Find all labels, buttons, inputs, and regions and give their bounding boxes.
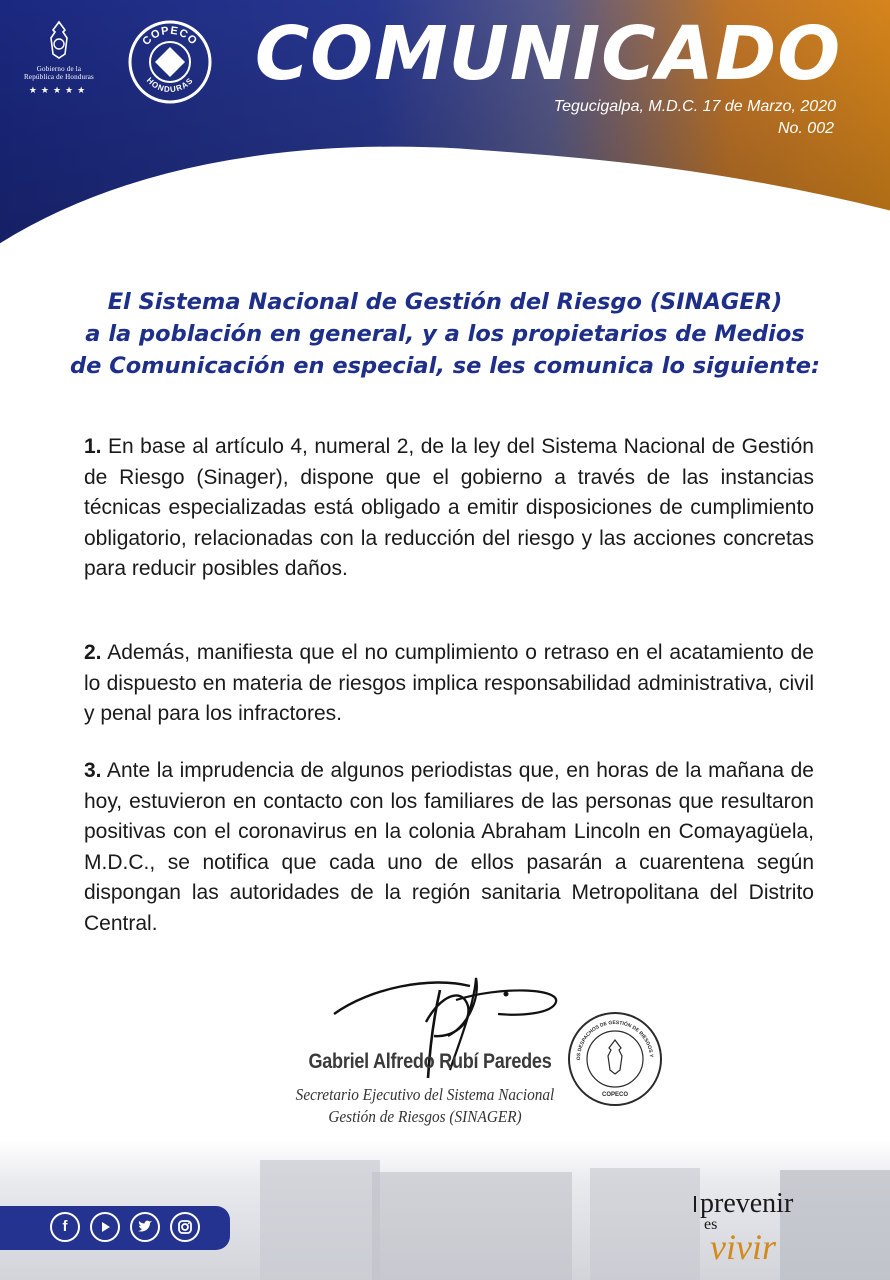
- footer-photo: [260, 1160, 380, 1280]
- signer-title: [268, 1084, 583, 1128]
- slogan-line-2: es: [704, 1216, 718, 1233]
- stamp-ring-text: OS DESPACHOS DE GESTIÓN DE RIESGOS Y: [575, 1019, 654, 1061]
- point-3: [84, 756, 814, 939]
- point-1-text: En base al artículo 4, numeral 2, de la ley del Sistema Nacional de Gestión de Riesgo (Sinager), dispone que el gobierno a través de las instancias técnicas especializadas está obligado a emitir disposiciones de cumplimiento obligatorio, relacionadas con la reducción del riesgo y las acciones concretas para reducir posibles daños.: [84, 435, 814, 580]
- point-1-number: 1.: [84, 435, 102, 458]
- slogan-divider: [694, 1196, 696, 1212]
- intro-heading: [40, 286, 850, 382]
- copeco-logo: [128, 20, 212, 104]
- point-3-text: Ante la imprudencia de algunos periodistas que, en horas de la mañana de hoy, estuvieron en contacto con los familiares de las personas que resultaron positivas con el coronavirus en la colonia Abraham Lincoln en Comayagüela, M.D.C., se notifica que cada uno de ellos pasarán a cuarentena según dispongan las autoridades de la región sanitaria Metropolitana del Distrito Central.: [84, 759, 814, 935]
- instagram-icon[interactable]: [170, 1212, 200, 1242]
- footer-photo: [372, 1172, 572, 1280]
- youtube-icon[interactable]: [90, 1212, 120, 1242]
- footer-photo: [590, 1168, 700, 1280]
- signer-title-line-1: Secretario Ejecutivo del Sistema Nacional: [295, 1085, 555, 1104]
- gov-logo-line2: República de Honduras: [24, 73, 94, 81]
- slogan-logo: [700, 1188, 830, 1267]
- point-1: [84, 432, 814, 585]
- intro-line-1: El Sistema Nacional de Gestión del Riesgo (SINAGER): [107, 289, 783, 315]
- official-stamp: [566, 1010, 664, 1108]
- slogan-line-3: vivir: [710, 1227, 776, 1267]
- page-title: COMUNICADO: [254, 11, 842, 97]
- twitter-icon[interactable]: [130, 1212, 160, 1242]
- government-logo: [14, 20, 104, 100]
- point-2: [84, 638, 814, 730]
- signer-title-line-2: Gestión de Riesgos (SINAGER): [328, 1107, 522, 1126]
- communique-number: No. 002: [777, 120, 834, 137]
- copeco-logo-bottom-text: HONDURAS: [144, 75, 196, 95]
- coat-of-arms-icon: [43, 20, 75, 60]
- copeco-logo-top-text: COPECO: [140, 24, 200, 48]
- intro-line-2: a la población en general, y a los propietarios de Medios: [85, 321, 805, 347]
- facebook-icon[interactable]: f: [50, 1212, 80, 1242]
- signer-name: Gabriel Alfredo Rubí Paredes: [308, 1050, 552, 1073]
- intro-line-3: de Comunicación en especial, se les comunica lo siguiente:: [70, 353, 820, 379]
- point-3-number: 3.: [84, 759, 102, 782]
- point-2-number: 2.: [84, 641, 102, 664]
- slogan-line-1: prevenir: [700, 1188, 794, 1219]
- gov-logo-stars: ★★★★★: [28, 85, 90, 95]
- communique-date: Tegucigalpa, M.D.C. 17 de Marzo, 2020: [553, 98, 836, 115]
- stamp-bottom-text: COPECO: [601, 1092, 629, 1098]
- gov-logo-line1: Gobierno de la: [36, 65, 82, 73]
- header-banner: [0, 0, 890, 260]
- point-2-text: Además, manifiesta que el no cumplimiento o retraso en el acatamiento de lo dispuesto en materia de riesgos implica responsabilidad administrativa, civil y penal para los infractores.: [84, 641, 814, 725]
